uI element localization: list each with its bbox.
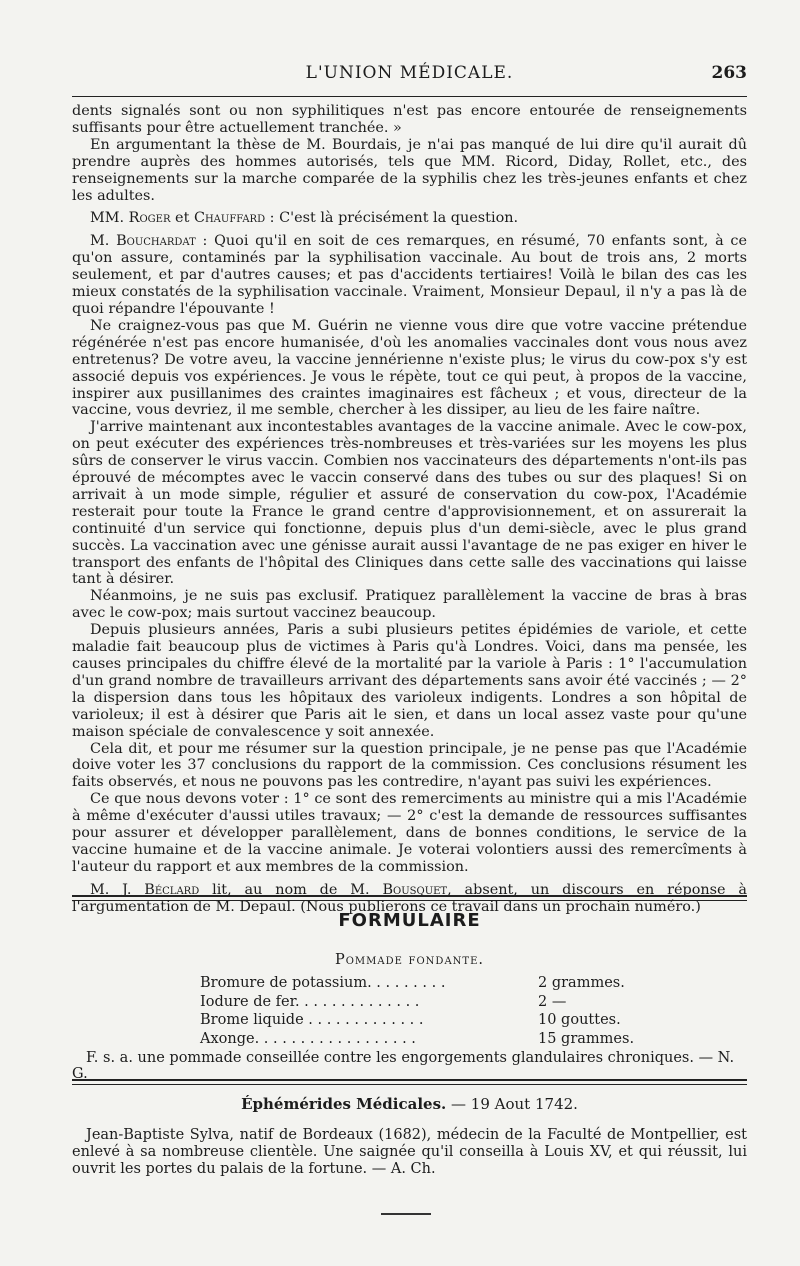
end-rule [381,1213,431,1215]
speaker-name: Chauffard [193,210,266,227]
paragraph: Depuis plusieurs années, Paris a subi plusieurs petites épidémies de variole, et cette maladie fait beaucoup plus de victimes à Paris qu'à Londres. Voici, dans ma pensée, les causes principales du chiffre élevé de la mortalité par la variole à Paris : 1° l'accumulation d'un grand nombre de travailleurs arrivant des départements sans avoir été vaccinés ; — 2° la dispersion dans tous les hôpitaux des varioleux indigents. Londres a son hôpital de varioleux; il est à désirer que Paris ait le sien, et dans un local assez vaste pour qu'une maison spéciale de convalescence y soit annexée. [72,622,747,740]
article-body [72,103,747,916]
recipe-list [200,974,635,1048]
speaker-prefix: M. J. [90,881,145,898]
quantity: 2 grammes. [538,975,625,991]
formulaire-subtitle: Pommade fondante. [334,952,485,968]
ingredient: Bromure de potassium. . . . . . . . . [200,975,446,991]
speaker-name: Roger [128,210,171,227]
speech-text: : Quoi qu'il en soit de ces remarques, en résumé, 70 enfants sont, à ce qu'on assure, contaminés par la syphilisation vaccinale. Au bout de trois ans, 2 morts seulement, et par d'autres causes; et pas d'accidents tertiaires! Voilà le bilan des cas les mieux constatés de la syphilisation vaccinale. Vraiment, Monsieur Depaul, il n'y a pas là de quoi répandre l'épouvante ! [72,233,747,317]
speaker-name: Bouchardat [116,233,196,250]
section-rule [72,895,747,897]
paragraph-bouchardat [72,233,747,318]
formula-note: F. s. a. une pommade conseillée contre les engorgements glandulaires chroniques. — N. G. [72,1050,735,1082]
ephemerides-title: Éphémérides Médicales. [241,1095,447,1113]
speech-text: lit, au nom de M. [199,881,383,898]
recipe-row [200,993,630,1012]
recipe-row [200,1011,630,1030]
speaker-name: Bousquet [382,881,448,898]
paragraph: dents signalés sont ou non syphilitiques n'est pas encore entourée de renseignements suffisants pour être actuellement tranchée. » [72,103,747,136]
paragraph: Néanmoins, je ne suis pas exclusif. Pratiquez parallèlement la vaccine de bras à bras avec le cow-pox; mais surtout vaccinez beaucoup. [72,588,747,622]
speech-text: : C'est là précisément la question. [265,210,519,227]
paragraph: J'arrive maintenant aux incontestables avantages de la vaccine animale. Avec le cow-pox, on peut exécuter des expériences très-nombreuses et très-variées sur les moyens les plus sûrs de conserver le virus vaccin. Combien nos vaccinateurs des départements n'ont-ils pas éprouvé de mécomptes avec le vaccin conservé dans des tubes ou sur des plaques! Si on arrivait à un mode simple, régulier et assuré de conservation du cow-pox, l'Académie resterait pour toute la France le grand centre d'approvisionnement, et on assurerait la continuité d'un service qui fonctionne, depuis plus d'un demi-siècle, avec le plus grand succès. La vaccination avec une génisse aurait aussi l'avantage de ne pas exiger en hiver le transport des enfants de l'hôpital des Cliniques dans cette salle des vaccinations qui laisse tant à désirer. [72,419,747,588]
running-header [72,63,747,91]
speaker-join: et [170,210,194,227]
section-rule [72,1079,747,1081]
quantity: 10 gouttes. [538,1012,621,1028]
page-number: 263 [711,63,747,83]
paragraph-roger [72,210,747,227]
ephemerides-text: Jean-Baptiste Sylva, natif de Bordeaux (1682), médecin de la Faculté de Montpellier, est enlevé à sa nombreuse clientèle. Une saignée qu'il conseilla à Louis XV, et qui réussit, lui ouvrit les portes du palais de la fortune. — A. Ch. [72,1127,747,1177]
ephemerides-date: — 19 Aout 1742. [446,1095,578,1113]
section-rule [72,900,747,901]
journal-title: L'UNION MÉDICALE. [305,63,514,83]
recipe-row [200,974,630,993]
paragraph: Ce que nous devons voter : 1° ce sont des remerciments au ministre qui a mis l'Académie à même d'exécuter d'aussi utiles travaux; — 2° c'est la demande de ressources suffisantes pour assurer et développer parallèlement, dans de bonnes conditions, le service de la vaccine humaine et de la vaccine animale. Je voterai volontiers aussi des remercîments à l'auteur du rapport et aux membres de la commission. [72,791,747,875]
paragraph: En argumentant la thèse de M. Bourdais, je n'ai pas manqué de lui dire qu'il aurait dû prendre auprès des hommes autorisés, tels que MM. Ricord, Diday, Rollet, etc., des renseignements sur la marche comparée de la syphilis chez les très-jeunes enfants et chez les adultes. [72,136,747,204]
ephemerides-heading [72,1095,747,1113]
paragraph: Cela dit, et pour me résumer sur la question principale, je ne pense pas que l'Académie doive voter les 37 conclusions du rapport de la commission. Ces conclusions résument les faits observés, et nous ne pouvons pas les contredire, n'ayant pas suivi les expériences. [72,740,747,791]
speech-text: , absent, un discours en réponse à l'argumentation de M. Depaul. (Nous publierons ce travail dans un prochain numéro.) [72,881,747,915]
quantity: 15 grammes. [538,1030,635,1047]
speaker-prefix: MM. [90,210,129,227]
section-rule [72,1084,747,1085]
ingredient: Axonge. . . . . . . . . . . . . . . . . . [200,1030,416,1047]
speaker-name: Béclard [144,881,200,898]
speaker-prefix: M. [90,233,117,250]
quantity: 2 — [538,993,567,1010]
ingredient: Brome liquide . . . . . . . . . . . . . [200,1012,424,1028]
recipe-row [200,1030,635,1049]
header-rule [72,96,747,97]
formulaire-title: FORMULAIRE [338,910,481,931]
paragraph: Ne craignez-vous pas que M. Guérin ne vienne vous dire que votre vaccine prétendue régénérée n'est pas encore humanisée, d'où les anomalies vaccinales dont vous nous avez entretenus? De votre aveu, la vaccine jennérienne n'existe plus; le virus du cow-pox s'y est associé depuis vos expériences. Je vous le répète, tout ce qui peut, à propos de la vaccine, inspirer aux pusillanimes des craintes imaginaires est fâcheux ; et vous, directeur de la vaccine, vous devriez, il me semble, chercher à les dissiper, au lieu de les faire naître. [72,317,747,419]
ingredient: Iodure de fer. . . . . . . . . . . . . . [200,993,420,1010]
